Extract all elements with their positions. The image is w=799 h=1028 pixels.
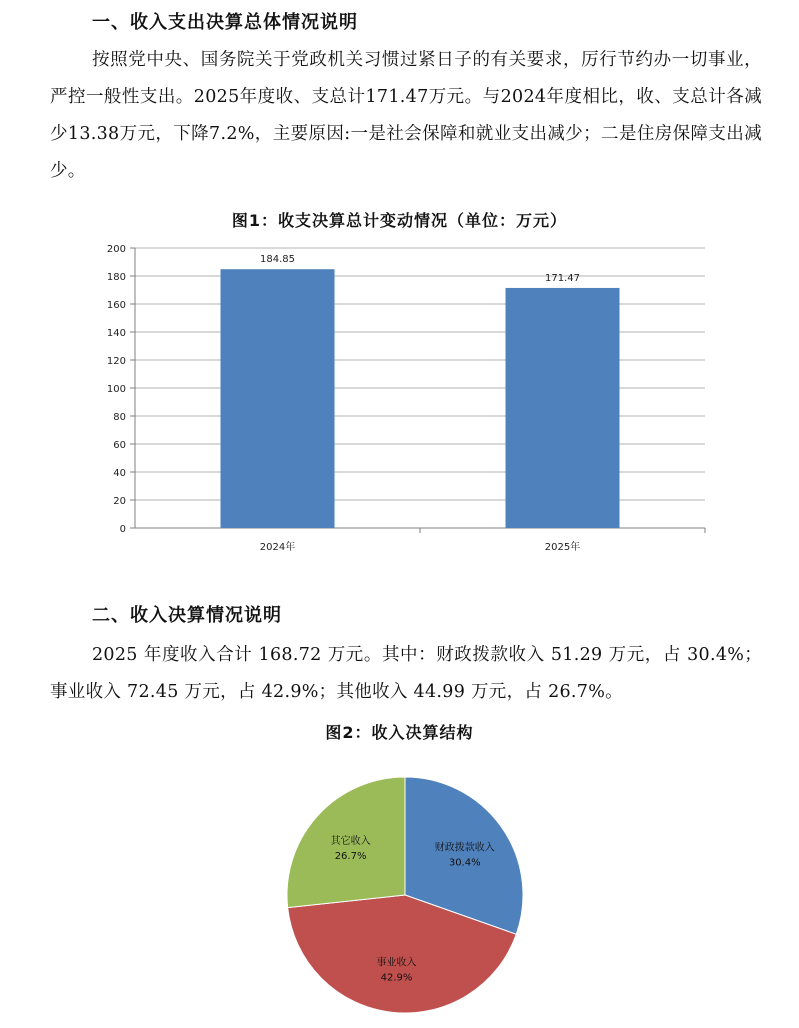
figure2-title: 图2：收入决算结构 [325, 723, 474, 742]
y-tick-label: 120 [106, 356, 126, 367]
x-tick-label: 2024年 [259, 542, 296, 553]
expenditure-bar-chart [85, 236, 725, 561]
y-tick-label: 200 [106, 244, 126, 255]
y-tick-label: 80 [113, 412, 126, 423]
bar-1 [221, 269, 335, 528]
section1-paragraph: 按照党中央、国务院关于党政机关习惯过紧日子的有关要求，厉行节约办一切事业，严控一般性支出。2025年度收、支总计171.47万元。与2024年度相比，收、支总计各减少13.38万元，下降7.2%，主要原因:一是社会保障和就业支出减少；二是住房保障支出减少。 [50, 50, 762, 181]
bar-data-label: 171.47 [545, 272, 580, 284]
section2-heading: 二、收入决算情况说明 [92, 605, 282, 626]
pie-slice-percent: 26.7% [334, 851, 367, 863]
section2-paragraph: 2025 年度收入合计 168.72 万元。其中：财政拨款收入 51.29 万元，占 30.4%；事业收入 72.45 万元，占 42.9%；其他收入 44.99 万元，占 26.7%。 [50, 645, 762, 702]
income-pie-chart [280, 770, 530, 1020]
y-tick-label: 180 [106, 272, 126, 283]
y-tick-label: 100 [106, 384, 126, 395]
bar-2 [506, 288, 620, 528]
y-tick-label: 20 [113, 496, 126, 507]
y-tick-label: 140 [106, 328, 126, 339]
pie-slice-label: 事业收入 [376, 957, 417, 969]
pie-slice-percent: 30.4% [448, 857, 481, 869]
figure1-title: 图1：收支决算总计变动情况（单位：万元） [231, 211, 568, 230]
y-tick-label: 40 [113, 468, 126, 479]
chart-background [85, 236, 725, 561]
x-tick-label: 2025年 [544, 542, 581, 553]
y-tick-label: 60 [113, 440, 126, 451]
pie-slice-label: 其它收入 [330, 836, 371, 848]
pie-slice-label: 财政拨款收入 [434, 842, 495, 854]
y-tick-label: 160 [106, 300, 126, 311]
pie-slice-percent: 42.9% [380, 972, 413, 984]
section1-heading: 一、收入支出决算总体情况说明 [92, 12, 358, 33]
bar-data-label: 184.85 [260, 254, 295, 266]
y-tick-label: 0 [119, 524, 126, 535]
